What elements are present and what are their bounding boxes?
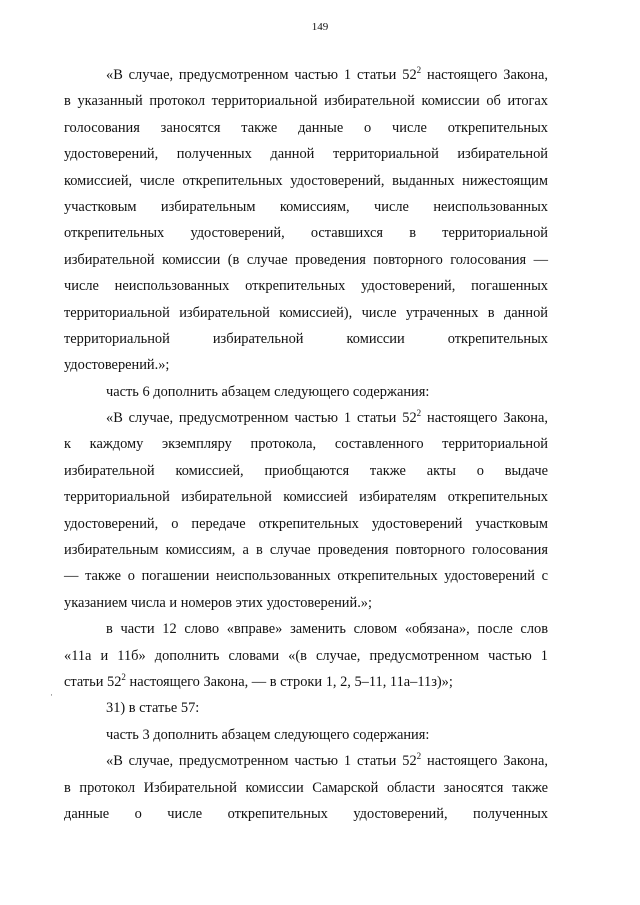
- text-line: территориальной избирательной комиссией избирателям открепительных: [64, 489, 548, 506]
- text-line: в указанный протокол территориальной избирательной комиссии об итогах: [64, 93, 548, 110]
- text-line: комиссией, числе открепительных удостоверений, выданных нижестоящим: [64, 172, 548, 189]
- text-line: в протокол Избирательной комиссии Самарской области заносятся также: [64, 779, 548, 796]
- text-line: «11а и 11б» дополнить словами «(в случае, предусмотренном частью 1: [64, 647, 548, 664]
- text-line: к каждому экземпляру протокола, составленного территориальной: [64, 436, 548, 453]
- text-line: числе неиспользованных открепительных удостоверений, погашенных: [64, 278, 548, 295]
- text-line: голосования заносятся также данные о числе открепительных: [64, 119, 548, 136]
- text-line: участковым избирательным комиссиям, числе неиспользованных: [64, 198, 548, 215]
- margin-mark: ·: [50, 690, 53, 700]
- text-line: удостоверений.»;: [64, 357, 170, 374]
- text-line: удостоверений, полученных данной территориальной избирательной: [64, 146, 548, 163]
- text-line: территориальной избирательной комиссии открепительных: [64, 330, 548, 347]
- text-line: указанием числа и номеров этих удостоверений.»;: [64, 594, 372, 611]
- text-line: статьи $52^2$ настоящего Закона, — в строки 1, 2, 5–11, 11а–11з)»;: [64, 671, 453, 690]
- text-line: в части 12 слово «вправе» заменить словом «обязана», после слов: [106, 621, 548, 638]
- document-body: [64, 62, 548, 827]
- text-line: избирательной комиссии (в случае проведения повторного голосования —: [64, 251, 548, 268]
- text-line: избирательной комиссией, приобщаются также акты о выдаче: [64, 462, 548, 479]
- text-line: открепительных удостоверений, оставшихся в территориальной: [64, 225, 548, 242]
- text-line: 31) в статье 57:: [106, 700, 200, 717]
- page-number: 149: [311, 21, 329, 33]
- text-line: избирательным комиссиям, а в случае проведения повторного голосования: [64, 542, 548, 559]
- text-line: часть 3 дополнить абзацем следующего содержания:: [106, 726, 430, 743]
- text-line: «В случае, предусмотренном частью 1 статьи $52^2$ настоящего Закона,: [106, 65, 548, 83]
- text-line: часть 6 дополнить абзацем следующего содержания:: [106, 383, 430, 400]
- text-line: — также о погашении неиспользованных открепительных удостоверений с: [64, 568, 548, 585]
- text-line: данные о числе открепительных удостоверений, полученных: [64, 805, 548, 822]
- text-line: удостоверений, о передаче открепительных удостоверений участковым: [64, 515, 548, 532]
- text-line: территориальной избирательной комиссией), числе утраченных в данной: [64, 304, 548, 321]
- text-line: «В случае, предусмотренном частью 1 статьи $52^2$ настоящего Закона,: [106, 751, 548, 770]
- text-line: «В случае, предусмотренном частью 1 статьи $52^2$ настоящего Закона,: [106, 408, 548, 427]
